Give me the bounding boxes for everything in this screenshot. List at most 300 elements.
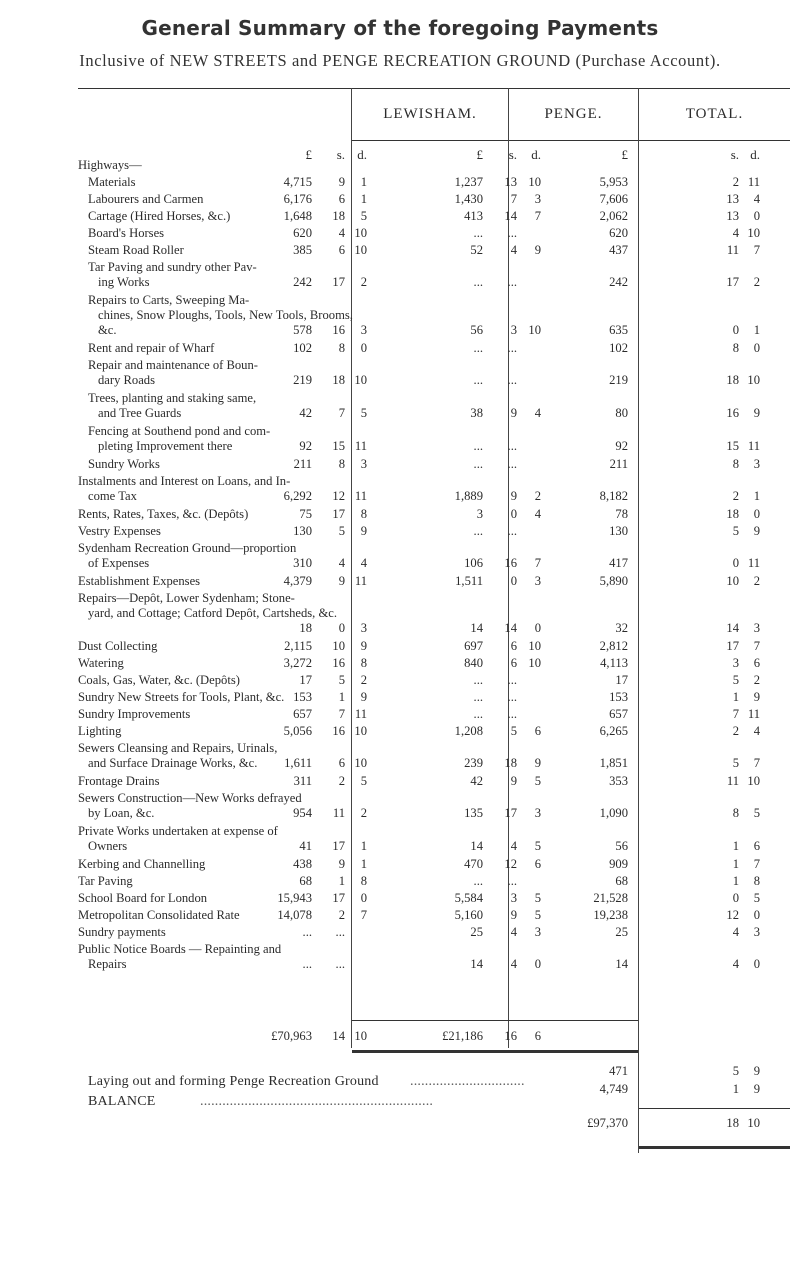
total-shillings: 17 xyxy=(726,275,739,289)
penge-pounds: 14 xyxy=(470,957,483,971)
shilling-sign: s. xyxy=(508,147,517,162)
column-header-lewisham: LEWISHAM. xyxy=(383,106,477,122)
row-label xyxy=(78,690,354,705)
row-label-text: Rent and repair of Wharf xyxy=(88,341,215,355)
row-label-text: Repair and maintenance of Boun- xyxy=(88,358,258,372)
row-label-text: Sewers Construction—New Works defrayed xyxy=(78,791,302,805)
penge-pence: 2 xyxy=(534,489,541,503)
total-pounds: 153 xyxy=(609,690,628,704)
total-shillings: 8 xyxy=(732,457,739,471)
lewisham-pounds: 68 xyxy=(299,874,312,888)
penge-pence: 3 xyxy=(534,574,541,588)
lewisham-pounds: 75 xyxy=(299,507,312,521)
total-pence: 1 xyxy=(753,323,760,337)
total-shillings: 16 xyxy=(726,406,739,420)
lewisham-pounds: 242 xyxy=(293,275,312,289)
total-pounds: 635 xyxy=(609,323,628,337)
row-label-text: Sewers Cleansing and Repairs, Urinals, xyxy=(78,741,278,755)
lewisham-pounds: 4,715 xyxy=(283,175,312,189)
penge-pounds: 5,160 xyxy=(454,908,483,922)
lewisham-pence: 11 xyxy=(354,439,367,453)
row-label xyxy=(78,874,354,889)
total-shillings: 8 xyxy=(732,341,739,355)
penge-pounds: 42 xyxy=(470,774,483,788)
penge-pounds: 25 xyxy=(470,925,483,939)
penge-pounds: 38 xyxy=(470,406,483,420)
row-label xyxy=(78,656,354,671)
penge-pence: 9 xyxy=(534,756,541,770)
grand-total-pounds: £97,370 xyxy=(587,1116,628,1130)
lewisham-pounds: 2,115 xyxy=(284,639,312,653)
penge-pounds: ... xyxy=(473,341,483,355)
total-shillings: 11 xyxy=(726,243,739,257)
total-shillings: 0 xyxy=(732,556,739,570)
total-pence: 3 xyxy=(753,457,760,471)
total-shillings: 12 xyxy=(726,908,739,922)
row-label-text: Sydenham Recreation Ground—proportion xyxy=(78,541,297,555)
row-label xyxy=(78,591,354,621)
lewisham-shillings: 12 xyxy=(332,489,345,503)
total-pence: 10 xyxy=(747,373,760,387)
balance-label: BALANCE xyxy=(88,1094,156,1109)
penge-pounds: 106 xyxy=(464,556,483,570)
row-label xyxy=(78,474,354,504)
lewisham-pence: 5 xyxy=(360,406,367,420)
subtotal-penge-pounds: £21,186 xyxy=(442,1029,483,1043)
row-label-continuation: come Tax xyxy=(88,489,137,503)
grand-total-rule xyxy=(639,1108,790,1109)
lewisham-pence: 3 xyxy=(360,323,367,337)
total-pence: 10 xyxy=(747,226,760,240)
pound-sign: £ xyxy=(305,147,312,162)
row-label xyxy=(78,857,354,872)
penge-pounds: ... xyxy=(473,673,483,687)
total-pence: 0 xyxy=(753,957,760,971)
penge-pence: 10 xyxy=(528,323,541,337)
lewisham-pounds: 3,272 xyxy=(283,656,312,670)
penge-pence: 9 xyxy=(534,243,541,257)
lewisham-pounds: ... xyxy=(302,925,312,939)
row-label-text: Board's Horses xyxy=(88,226,165,240)
total-shillings: 5 xyxy=(732,524,739,538)
row-label-continuation: and Surface Drainage Works, &c. xyxy=(88,756,258,770)
penge-shillings: 6 xyxy=(510,656,517,670)
lewisham-pence: 11 xyxy=(354,707,367,721)
row-label xyxy=(88,175,354,190)
penge-pounds: ... xyxy=(473,524,483,538)
total-pounds: 80 xyxy=(615,406,628,420)
penge-pence: 7 xyxy=(534,209,541,223)
total-shillings: 5 xyxy=(732,673,739,687)
lewisham-pence: 0 xyxy=(360,891,367,905)
lewisham-pounds: 102 xyxy=(293,341,312,355)
row-label xyxy=(88,260,354,290)
total-shillings: 17 xyxy=(726,639,739,653)
row-label-text: Repairs to Carts, Sweeping Ma- xyxy=(88,293,250,307)
penge-shillings: ... xyxy=(507,707,517,721)
total-pounds: 219 xyxy=(609,373,628,387)
grand-total-shillings: 18 xyxy=(726,1116,739,1130)
lewisham-shillings: 16 xyxy=(332,656,345,670)
row-label xyxy=(78,524,354,539)
row-label xyxy=(78,942,354,972)
row-label-text: Sundry New Streets for Tools, Plant, &c. xyxy=(78,690,285,704)
total-shillings: 0 xyxy=(732,323,739,337)
penge-shillings: 4 xyxy=(510,925,517,939)
lewisham-shillings: 18 xyxy=(332,209,345,223)
penge-pounds: ... xyxy=(473,275,483,289)
row-label xyxy=(78,158,354,173)
total-pence: 4 xyxy=(753,724,760,738)
lewisham-pounds: 211 xyxy=(293,457,312,471)
penge-pounds: 697 xyxy=(464,639,483,653)
total-shillings: 5 xyxy=(732,756,739,770)
total-pounds: 14 xyxy=(615,957,628,971)
lewisham-shillings: 5 xyxy=(338,673,345,687)
subtotal-rule xyxy=(352,1020,638,1021)
total-shillings: 7 xyxy=(732,707,739,721)
total-pounds: 32 xyxy=(615,621,628,635)
row-label-continuation: chines, Snow Ploughs, Tools, New Tools, Brooms, &c. xyxy=(98,308,353,337)
row-label-text: Fencing at Southend pond and com- xyxy=(88,424,271,438)
header-rule-top xyxy=(78,88,790,89)
penge-shillings: 13 xyxy=(504,175,517,189)
row-label-continuation: by Loan, &c. xyxy=(88,806,155,820)
lewisham-shillings: ... xyxy=(335,957,345,971)
penge-pounds: 56 xyxy=(470,323,483,337)
penge-shillings: 7 xyxy=(510,192,517,206)
penge-pence: 0 xyxy=(534,621,541,635)
row-label-continuation: of Expenses xyxy=(88,556,150,570)
lewisham-shillings: 2 xyxy=(338,908,345,922)
lewisham-pence: 8 xyxy=(360,874,367,888)
penge-pounds: 1,430 xyxy=(454,192,483,206)
row-label-continuation: ing Works xyxy=(98,275,150,289)
lewisham-shillings: 17 xyxy=(332,891,345,905)
lewisham-pence: 9 xyxy=(360,524,367,538)
lewisham-pence: 5 xyxy=(360,209,367,223)
row-label-text: Public Notice Boards — Repainting and xyxy=(78,942,282,956)
penge-shillings: 14 xyxy=(504,209,517,223)
penge-shillings: 18 xyxy=(504,756,517,770)
row-label-text: Cartage (Hired Horses, &c.) xyxy=(88,209,231,223)
total-pence: 11 xyxy=(747,175,760,189)
lewisham-shillings: 9 xyxy=(338,574,345,588)
total-pounds: 1,090 xyxy=(599,806,628,820)
lewisham-pence: 5 xyxy=(360,774,367,788)
total-pence: 5 xyxy=(753,806,760,820)
total-shillings: 18 xyxy=(726,507,739,521)
lewisham-pence: 9 xyxy=(360,639,367,653)
row-label xyxy=(78,774,354,789)
penge-shillings: 5 xyxy=(510,724,517,738)
total-pence: 9 xyxy=(753,690,760,704)
penge-pence: 3 xyxy=(534,192,541,206)
total-pounds: 417 xyxy=(609,556,628,570)
lewisham-shillings: 16 xyxy=(332,724,345,738)
lewisham-pounds: 14,078 xyxy=(277,908,312,922)
row-label-text: Rents, Rates, Taxes, &c. (Depôts) xyxy=(78,507,249,521)
penge-pence: 5 xyxy=(534,891,541,905)
row-label-text: Establishment Expenses xyxy=(78,574,201,588)
column-header-penge: PENGE. xyxy=(544,106,603,122)
total-shillings: 18 xyxy=(726,373,739,387)
header-rule-bottom xyxy=(352,140,790,141)
total-pounds: 21,528 xyxy=(593,891,628,905)
lewisham-pounds: ... xyxy=(302,957,312,971)
lewisham-pounds: 385 xyxy=(293,243,312,257)
lewisham-pounds: 219 xyxy=(293,373,312,387)
row-label-text: Coals, Gas, Water, &c. (Depôts) xyxy=(78,673,240,687)
subtotal-double-rule xyxy=(352,1050,638,1053)
total-pounds: 353 xyxy=(609,774,628,788)
lewisham-pounds: 310 xyxy=(293,556,312,570)
lewisham-shillings: 7 xyxy=(338,707,345,721)
total-pounds: 620 xyxy=(609,226,628,240)
penge-shillings: 9 xyxy=(510,406,517,420)
total-pence: 3 xyxy=(753,621,760,635)
row-label-text: Tar Paving and sundry other Pav- xyxy=(88,260,257,274)
total-shillings: 2 xyxy=(732,724,739,738)
penge-pounds: ... xyxy=(473,439,483,453)
penge-pence: 0 xyxy=(534,957,541,971)
lewisham-shillings: 6 xyxy=(338,243,345,257)
lewisham-pounds: 954 xyxy=(293,806,312,820)
row-label xyxy=(88,391,354,421)
penge-shillings: ... xyxy=(507,226,517,240)
total-pounds: 437 xyxy=(609,243,628,257)
penge-shillings: 3 xyxy=(510,891,517,905)
laying-out-pounds: 471 xyxy=(609,1064,628,1078)
lewisham-shillings: 10 xyxy=(332,639,345,653)
penge-pounds: 470 xyxy=(464,857,483,871)
penge-pounds: 840 xyxy=(464,656,483,670)
lewisham-pence: 7 xyxy=(360,908,367,922)
pence-sign: d. xyxy=(750,147,760,162)
total-pounds: 17 xyxy=(615,673,628,687)
row-label-text: Private Works undertaken at expense of xyxy=(78,824,278,838)
lewisham-shillings: 8 xyxy=(338,457,345,471)
lewisham-shillings: 17 xyxy=(332,507,345,521)
total-pence: 0 xyxy=(753,341,760,355)
penge-pounds: 239 xyxy=(464,756,483,770)
total-pounds: 5,953 xyxy=(599,175,628,189)
lewisham-pounds: 620 xyxy=(293,226,312,240)
penge-pence: 10 xyxy=(528,639,541,653)
lewisham-shillings: 1 xyxy=(338,690,345,704)
total-pence: 3 xyxy=(753,925,760,939)
laying-out-label: Laying out and forming Penge Recreation Ground xyxy=(88,1074,379,1089)
leader-dots: ............................... xyxy=(410,1074,525,1089)
row-label-text: Highways— xyxy=(78,158,142,172)
lewisham-pounds: 15,943 xyxy=(277,891,312,905)
total-pence: 7 xyxy=(753,639,760,653)
penge-shillings: ... xyxy=(507,874,517,888)
row-label xyxy=(88,209,354,224)
row-label-continuation: pleting Improvement there xyxy=(98,439,233,453)
row-label-text: Sundry payments xyxy=(78,925,166,939)
total-pence: 0 xyxy=(753,209,760,223)
row-label xyxy=(78,507,354,522)
total-pounds: 211 xyxy=(609,457,628,471)
total-shillings: 3 xyxy=(732,656,739,670)
page-title: General Summary of the foregoing Payments xyxy=(141,16,659,40)
penge-pence: 4 xyxy=(534,406,541,420)
total-shillings: 10 xyxy=(726,574,739,588)
subtotal-lewisham-pounds: £70,963 xyxy=(271,1029,312,1043)
row-label xyxy=(78,707,354,722)
total-shillings: 8 xyxy=(732,806,739,820)
lewisham-shillings: 18 xyxy=(332,373,345,387)
total-pence: 4 xyxy=(753,192,760,206)
lewisham-pence: 10 xyxy=(354,724,367,738)
row-label xyxy=(78,741,354,771)
row-label-continuation: Owners xyxy=(88,839,128,853)
row-label-continuation: dary Roads xyxy=(98,373,156,387)
total-pence: 9 xyxy=(753,524,760,538)
total-pence: 1 xyxy=(753,489,760,503)
penge-shillings: 9 xyxy=(510,489,517,503)
penge-pounds: 413 xyxy=(464,209,483,223)
row-label xyxy=(78,639,354,654)
total-pounds: 19,238 xyxy=(593,908,628,922)
total-pence: 9 xyxy=(753,406,760,420)
row-label xyxy=(78,574,354,589)
row-label-text: Materials xyxy=(88,175,136,189)
total-pounds: 909 xyxy=(609,857,628,871)
total-shillings: 2 xyxy=(732,175,739,189)
penge-pounds: ... xyxy=(473,373,483,387)
penge-shillings: ... xyxy=(507,457,517,471)
row-label xyxy=(78,908,354,923)
lewisham-pounds: 41 xyxy=(299,839,312,853)
total-pounds: 4,113 xyxy=(600,656,628,670)
total-pence: 7 xyxy=(753,243,760,257)
lewisham-pence: 1 xyxy=(360,857,367,871)
total-pence: 11 xyxy=(747,707,760,721)
row-label xyxy=(88,358,354,388)
penge-pounds: 5,584 xyxy=(454,891,483,905)
row-label xyxy=(88,226,354,241)
penge-shillings: ... xyxy=(507,373,517,387)
lewisham-pounds: 5,056 xyxy=(283,724,312,738)
penge-shillings: 16 xyxy=(504,556,517,570)
total-pounds: 1,851 xyxy=(599,756,628,770)
shilling-sign: s. xyxy=(336,147,345,162)
row-label-text: Sundry Improvements xyxy=(78,707,191,721)
total-shillings: 1 xyxy=(732,839,739,853)
lewisham-shillings: 9 xyxy=(338,175,345,189)
lewisham-pounds: 130 xyxy=(293,524,312,538)
lewisham-shillings: 6 xyxy=(338,192,345,206)
total-pounds: 92 xyxy=(615,439,628,453)
total-pence: 6 xyxy=(753,656,760,670)
total-shillings: 2 xyxy=(732,489,739,503)
row-label xyxy=(78,891,354,906)
lewisham-shillings: 8 xyxy=(338,341,345,355)
pence-sign: d. xyxy=(531,147,541,162)
penge-shillings: ... xyxy=(507,341,517,355)
penge-shillings: ... xyxy=(507,690,517,704)
penge-pounds: ... xyxy=(473,226,483,240)
row-label-text: Vestry Expenses xyxy=(78,524,161,538)
row-label xyxy=(78,724,354,739)
row-label xyxy=(78,824,354,854)
row-label xyxy=(88,293,354,338)
total-shillings: 14 xyxy=(726,621,739,635)
row-label xyxy=(78,791,354,821)
total-pounds: 68 xyxy=(615,874,628,888)
lewisham-pounds: 578 xyxy=(293,323,312,337)
laying-out-shillings: 5 xyxy=(732,1064,739,1078)
lewisham-shillings: 17 xyxy=(332,275,345,289)
total-pounds: 78 xyxy=(615,507,628,521)
total-pence: 10 xyxy=(747,774,760,788)
lewisham-shillings: 17 xyxy=(332,839,345,853)
total-pounds: 130 xyxy=(609,524,628,538)
penge-pence: 5 xyxy=(534,908,541,922)
row-label-continuation: and Tree Guards xyxy=(98,406,182,420)
lewisham-pounds: 1,648 xyxy=(283,209,312,223)
penge-pounds: 14 xyxy=(470,839,483,853)
row-label-text: Kerbing and Channelling xyxy=(78,857,206,871)
grand-total-pence: 10 xyxy=(747,1116,760,1130)
total-pounds: 8,182 xyxy=(599,489,628,503)
lewisham-shillings: 2 xyxy=(338,774,345,788)
total-pence: 2 xyxy=(753,574,760,588)
lewisham-pounds: 18 xyxy=(299,621,312,635)
row-label xyxy=(88,192,354,207)
lewisham-shillings: 9 xyxy=(338,857,345,871)
page-subtitle: Inclusive of NEW STREETS and PENGE RECREATION GROUND (Purchase Account). xyxy=(79,51,721,70)
penge-pence: 7 xyxy=(534,556,541,570)
lewisham-pounds: 6,176 xyxy=(283,192,312,206)
lewisham-pence: 3 xyxy=(360,457,367,471)
row-label xyxy=(88,341,354,356)
lewisham-pence: 1 xyxy=(360,175,367,189)
total-pence: 11 xyxy=(747,439,760,453)
row-label-text: Watering xyxy=(78,656,124,670)
total-shillings: 1 xyxy=(732,690,739,704)
total-shillings: 1 xyxy=(732,857,739,871)
row-label xyxy=(78,925,354,940)
row-label-text: Tar Paving xyxy=(78,874,133,888)
penge-shillings: 4 xyxy=(510,243,517,257)
lewisham-pounds: 6,292 xyxy=(283,489,312,503)
row-label-text: Labourers and Carmen xyxy=(88,192,204,206)
total-pounds: 6,265 xyxy=(599,724,628,738)
total-pence: 2 xyxy=(753,673,760,687)
penge-pounds: 135 xyxy=(464,806,483,820)
lewisham-pence: 10 xyxy=(354,243,367,257)
lewisham-shillings: 0 xyxy=(338,621,345,635)
row-label xyxy=(78,673,354,688)
row-label xyxy=(88,243,354,258)
penge-shillings: ... xyxy=(507,673,517,687)
grand-total-double-rule xyxy=(639,1146,790,1149)
lewisham-pounds: 657 xyxy=(293,707,312,721)
lewisham-pence: 0 xyxy=(360,341,367,355)
lewisham-pence: 10 xyxy=(354,226,367,240)
penge-shillings: 4 xyxy=(510,839,517,853)
penge-pounds: ... xyxy=(473,457,483,471)
total-pence: 11 xyxy=(747,556,760,570)
penge-pounds: ... xyxy=(473,690,483,704)
lewisham-shillings: 6 xyxy=(338,756,345,770)
penge-shillings: ... xyxy=(507,275,517,289)
row-label-text: Sundry Works xyxy=(88,457,160,471)
penge-pounds: 1,208 xyxy=(454,724,483,738)
